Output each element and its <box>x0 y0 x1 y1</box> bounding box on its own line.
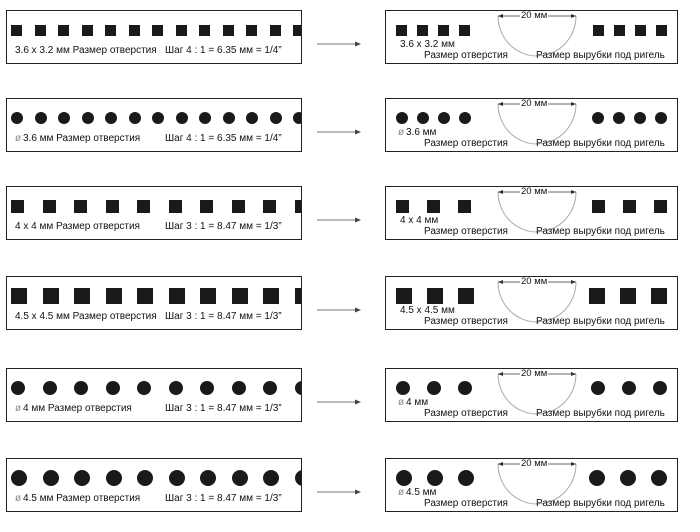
hole-size-caption: Размер отверстия <box>424 138 508 149</box>
round-hole <box>129 112 141 124</box>
square-hole <box>74 200 87 213</box>
dimension-label: 20 мм <box>521 186 548 197</box>
pitch-label: Шаг 4 : 1 = 6.35 мм = 1/4” <box>165 45 282 56</box>
round-hole <box>458 381 472 395</box>
round-hole <box>200 470 216 486</box>
round-hole <box>651 470 667 486</box>
round-hole <box>176 112 188 124</box>
strip-left-5 <box>6 368 302 422</box>
round-hole <box>105 112 117 124</box>
cutout-caption: Размер вырубки под ригель <box>536 498 665 509</box>
hole-size-label <box>23 403 132 415</box>
round-hole <box>169 381 183 395</box>
hole-row <box>7 195 301 217</box>
square-hole <box>35 25 46 36</box>
diameter-icon: ø <box>15 133 22 144</box>
square-hole <box>293 25 302 36</box>
dimension-label: 20 мм <box>521 458 548 469</box>
diameter-icon: ø <box>15 493 22 504</box>
square-hole <box>427 200 440 213</box>
round-hole <box>82 112 94 124</box>
round-hole <box>396 381 410 395</box>
dimension-label: 20 мм <box>521 10 548 21</box>
hole-size-caption: Размер отверстия <box>47 403 132 414</box>
strip-right-6 <box>385 458 678 512</box>
round-hole <box>459 112 471 124</box>
hole-size-caption: Размер отверстия <box>56 493 141 504</box>
square-hole <box>623 200 636 213</box>
round-hole <box>634 112 646 124</box>
hole-size-value: 3.6 x 3.2 мм <box>15 45 70 56</box>
hole-size-caption: Размер отверстия <box>424 316 508 327</box>
hole-size-value: 4 x 4 мм <box>15 221 54 232</box>
square-hole <box>246 25 257 36</box>
strip-left-3 <box>6 186 302 240</box>
round-hole <box>74 381 88 395</box>
strip-right-2 <box>385 98 678 152</box>
pitch-label: Шаг 3 : 1 = 8.47 мм = 1/3” <box>165 311 282 322</box>
round-hole <box>263 470 279 486</box>
arrow-right-icon <box>317 398 361 406</box>
square-hole <box>635 25 646 36</box>
strip-left-1 <box>6 10 302 64</box>
square-hole <box>459 25 470 36</box>
dimension-label: 20 мм <box>521 98 548 109</box>
dimension-label: 20 мм <box>521 368 548 379</box>
round-hole <box>620 470 636 486</box>
cutout-caption: Размер вырубки под ригель <box>536 50 665 61</box>
round-hole <box>35 112 47 124</box>
hole-size-value: 4.5 x 4.5 мм <box>15 311 70 322</box>
square-hole <box>43 288 59 304</box>
round-hole <box>106 381 120 395</box>
hole-row <box>7 467 301 489</box>
square-hole <box>74 288 90 304</box>
round-hole <box>43 470 59 486</box>
pitch-label: Шаг 3 : 1 = 8.47 мм = 1/3” <box>165 221 282 232</box>
round-hole <box>137 470 153 486</box>
hole-row <box>7 377 301 399</box>
square-hole <box>169 288 185 304</box>
square-hole <box>458 200 471 213</box>
round-hole <box>270 112 282 124</box>
round-hole <box>295 381 303 395</box>
round-hole <box>263 381 277 395</box>
strip-left-2 <box>6 98 302 152</box>
hole-row <box>7 19 301 41</box>
hole-size-caption: Размер отверстия <box>424 50 508 61</box>
hole-size-value: 4.5 x 4.5 мм <box>400 305 455 316</box>
round-hole <box>427 381 441 395</box>
round-hole <box>223 112 235 124</box>
square-hole <box>589 288 605 304</box>
square-hole <box>106 200 119 213</box>
square-hole <box>417 25 428 36</box>
square-hole <box>200 200 213 213</box>
square-hole <box>270 25 281 36</box>
round-hole <box>655 112 667 124</box>
cutout-caption: Размер вырубки под ригель <box>536 138 665 149</box>
strip-right-5 <box>385 368 678 422</box>
round-hole <box>396 112 408 124</box>
square-hole <box>137 200 150 213</box>
round-hole <box>74 470 90 486</box>
round-hole <box>293 112 302 124</box>
square-hole <box>232 288 248 304</box>
square-hole <box>223 25 234 36</box>
hole-size-label <box>15 221 140 233</box>
square-hole <box>651 288 667 304</box>
hole-size-caption: Размер отверстия <box>424 408 508 419</box>
dimension-label: 20 мм <box>521 276 548 287</box>
square-hole <box>656 25 667 36</box>
square-hole <box>169 200 182 213</box>
round-hole <box>11 112 23 124</box>
hole-size-label <box>23 133 140 145</box>
arrow-right-icon <box>317 488 361 496</box>
round-hole <box>106 470 122 486</box>
square-hole <box>200 288 216 304</box>
square-hole <box>396 25 407 36</box>
round-hole <box>246 112 258 124</box>
diameter-icon: ø <box>398 487 405 498</box>
square-hole <box>11 25 22 36</box>
hole-size-value: 4 x 4 мм <box>400 215 439 226</box>
square-hole <box>137 288 153 304</box>
hole-size-value: 4.5 мм <box>23 493 54 504</box>
round-hole <box>200 381 214 395</box>
diameter-icon: ø <box>398 397 405 408</box>
diameter-icon: ø <box>398 127 405 138</box>
square-hole <box>106 288 122 304</box>
round-hole <box>169 470 185 486</box>
square-hole <box>152 25 163 36</box>
strip-left-4 <box>6 276 302 330</box>
hole-row <box>7 285 301 307</box>
hole-size-value: 4.5 мм <box>406 487 437 498</box>
hole-size-label <box>23 493 140 505</box>
round-hole <box>613 112 625 124</box>
square-hole <box>82 25 93 36</box>
round-hole <box>232 470 248 486</box>
round-hole <box>137 381 151 395</box>
square-hole <box>263 288 279 304</box>
round-hole <box>591 381 605 395</box>
round-hole <box>152 112 164 124</box>
square-hole <box>58 25 69 36</box>
strip-right-4 <box>385 276 678 330</box>
pitch-label: Шаг 3 : 1 = 8.47 мм = 1/3” <box>165 493 282 504</box>
square-hole <box>11 288 27 304</box>
strip-right-1 <box>385 10 678 64</box>
round-hole <box>232 381 246 395</box>
arrow-right-icon <box>317 40 361 48</box>
cutout-caption: Размер вырубки под ригель <box>536 316 665 327</box>
square-hole <box>263 200 276 213</box>
round-hole <box>589 470 605 486</box>
hole-size-label <box>15 45 157 57</box>
square-hole <box>199 25 210 36</box>
pitch-label: Шаг 4 : 1 = 6.35 мм = 1/4” <box>165 133 282 144</box>
square-hole <box>458 288 474 304</box>
square-hole <box>295 200 303 213</box>
square-hole <box>43 200 56 213</box>
round-hole <box>295 470 303 486</box>
hole-size-caption: Размер отверстия <box>56 221 140 232</box>
square-hole <box>11 200 24 213</box>
square-hole <box>614 25 625 36</box>
hole-size-caption: Размер отверстия <box>56 133 141 144</box>
arrow-right-icon <box>317 128 361 136</box>
round-hole <box>622 381 636 395</box>
hole-size-caption: Размер отверстия <box>72 311 157 322</box>
arrow-right-icon <box>317 306 361 314</box>
round-hole <box>396 470 412 486</box>
round-hole <box>11 470 27 486</box>
round-hole <box>199 112 211 124</box>
square-hole <box>176 25 187 36</box>
round-hole <box>427 470 443 486</box>
round-hole <box>653 381 667 395</box>
square-hole <box>232 200 245 213</box>
strip-left-6 <box>6 458 302 512</box>
square-hole <box>105 25 116 36</box>
square-hole <box>654 200 667 213</box>
hole-size-value: 3.6 x 3.2 мм <box>400 39 455 50</box>
round-hole <box>438 112 450 124</box>
square-hole <box>620 288 636 304</box>
cutout-caption: Размер вырубки под ригель <box>536 226 665 237</box>
hole-size-value: 4 мм <box>406 397 429 408</box>
round-hole <box>58 112 70 124</box>
strip-right-3 <box>385 186 678 240</box>
hole-row <box>7 107 301 129</box>
hole-size-label <box>15 311 157 323</box>
round-hole <box>417 112 429 124</box>
hole-size-caption: Размер отверстия <box>72 45 157 56</box>
square-hole <box>438 25 449 36</box>
square-hole <box>427 288 443 304</box>
hole-size-value: 3.6 мм <box>23 133 54 144</box>
square-hole <box>396 200 409 213</box>
square-hole <box>396 288 412 304</box>
square-hole <box>592 200 605 213</box>
arrow-right-icon <box>317 216 361 224</box>
round-hole <box>11 381 25 395</box>
hole-size-value: 4 мм <box>23 403 46 414</box>
hole-size-value: 3.6 мм <box>406 127 437 138</box>
square-hole <box>295 288 303 304</box>
round-hole <box>592 112 604 124</box>
square-hole <box>129 25 140 36</box>
hole-size-caption: Размер отверстия <box>424 226 508 237</box>
hole-size-caption: Размер отверстия <box>424 498 508 509</box>
pitch-label: Шаг 3 : 1 = 8.47 мм = 1/3” <box>165 403 282 414</box>
round-hole <box>43 381 57 395</box>
diameter-icon: ø <box>15 403 22 414</box>
square-hole <box>593 25 604 36</box>
cutout-caption: Размер вырубки под ригель <box>536 408 665 419</box>
round-hole <box>458 470 474 486</box>
